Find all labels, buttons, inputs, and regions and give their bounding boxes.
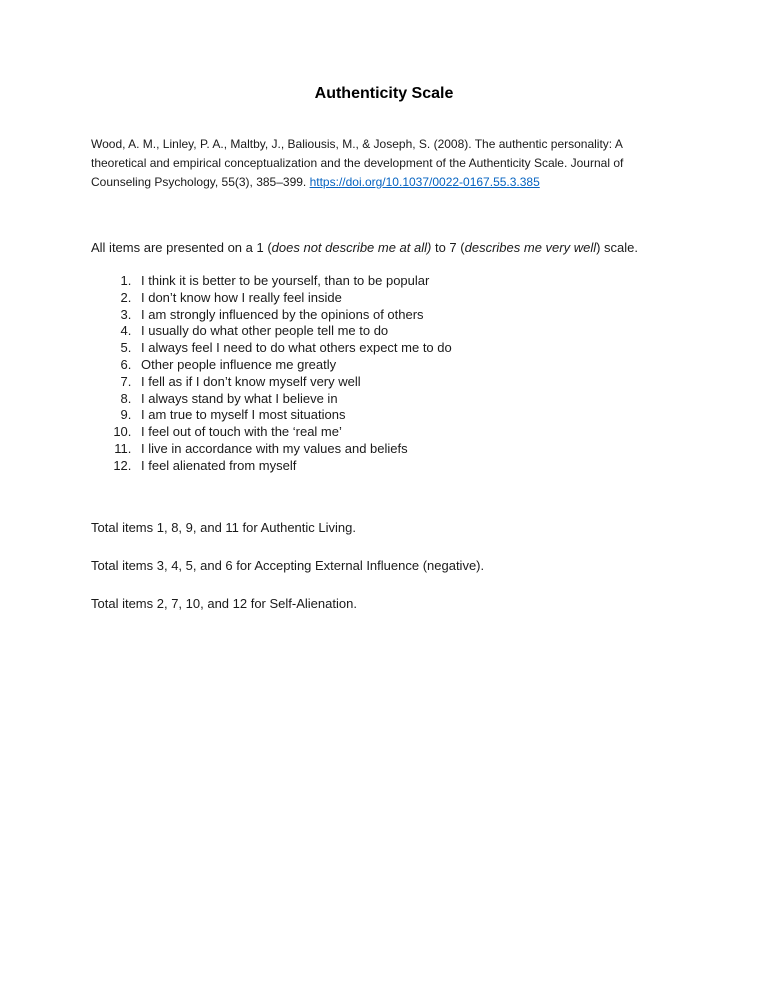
scale-item: 8. I always stand by what I believe in <box>135 391 677 408</box>
intro-italic-low-anchor: does not describe me at all) <box>271 240 432 255</box>
total-self-alienation: Total items 2, 7, 10, and 12 for Self-Alienation. <box>91 595 357 611</box>
intro-mid: to 7 ( <box>431 240 465 255</box>
intro-pre: All items are presented on a 1 ( <box>91 240 272 255</box>
scale-intro <box>91 239 677 256</box>
scale-item: 6. Other people influence me greatly <box>135 357 677 374</box>
scale-item: 7. I fell as if I don’t know myself very well <box>135 374 677 391</box>
scale-item: 11. I live in accordance with my values and beliefs <box>135 441 677 458</box>
scale-item: 2. I don’t know how I really feel inside <box>135 290 677 307</box>
scale-item: 12. I feel alienated from myself <box>135 458 677 475</box>
page-title: Authenticity Scale <box>314 85 454 102</box>
intro-post: ) scale. <box>596 240 639 255</box>
total-external-influence: Total items 3, 4, 5, and 6 for Accepting External Influence (negative). <box>91 557 485 573</box>
scale-item: 9. I am true to myself I most situations <box>135 407 677 424</box>
total-authentic-living: Total items 1, 8, 9, and 11 for Authentic Living. <box>91 519 356 535</box>
intro-italic-high-anchor: describes me very well <box>464 240 597 255</box>
scale-item: 5. I always feel I need to do what others expect me to do <box>135 340 677 357</box>
items-list <box>91 273 677 475</box>
citation <box>91 135 677 192</box>
scale-item: 1. I think it is better to be yourself, than to be popular <box>135 273 677 290</box>
doi-link[interactable]: https://doi.org/10.1037/0022-0167.55.3.385 <box>309 175 540 189</box>
scale-item: 10. I feel out of touch with the ‘real me’ <box>135 424 677 441</box>
scale-item: 4. I usually do what other people tell me to do <box>135 323 677 340</box>
citation-text: Wood, A. M., Linley, P. A., Maltby, J., Baliousis, M., & Joseph, S. (2008). The authentic personality: A theoretical and empirical conceptualization and the development of the Authenticity Scale. Journal of Counseling Psychology, 55(3), 385–399. <box>91 137 624 189</box>
scale-item: 3. I am strongly influenced by the opinions of others <box>135 307 677 324</box>
